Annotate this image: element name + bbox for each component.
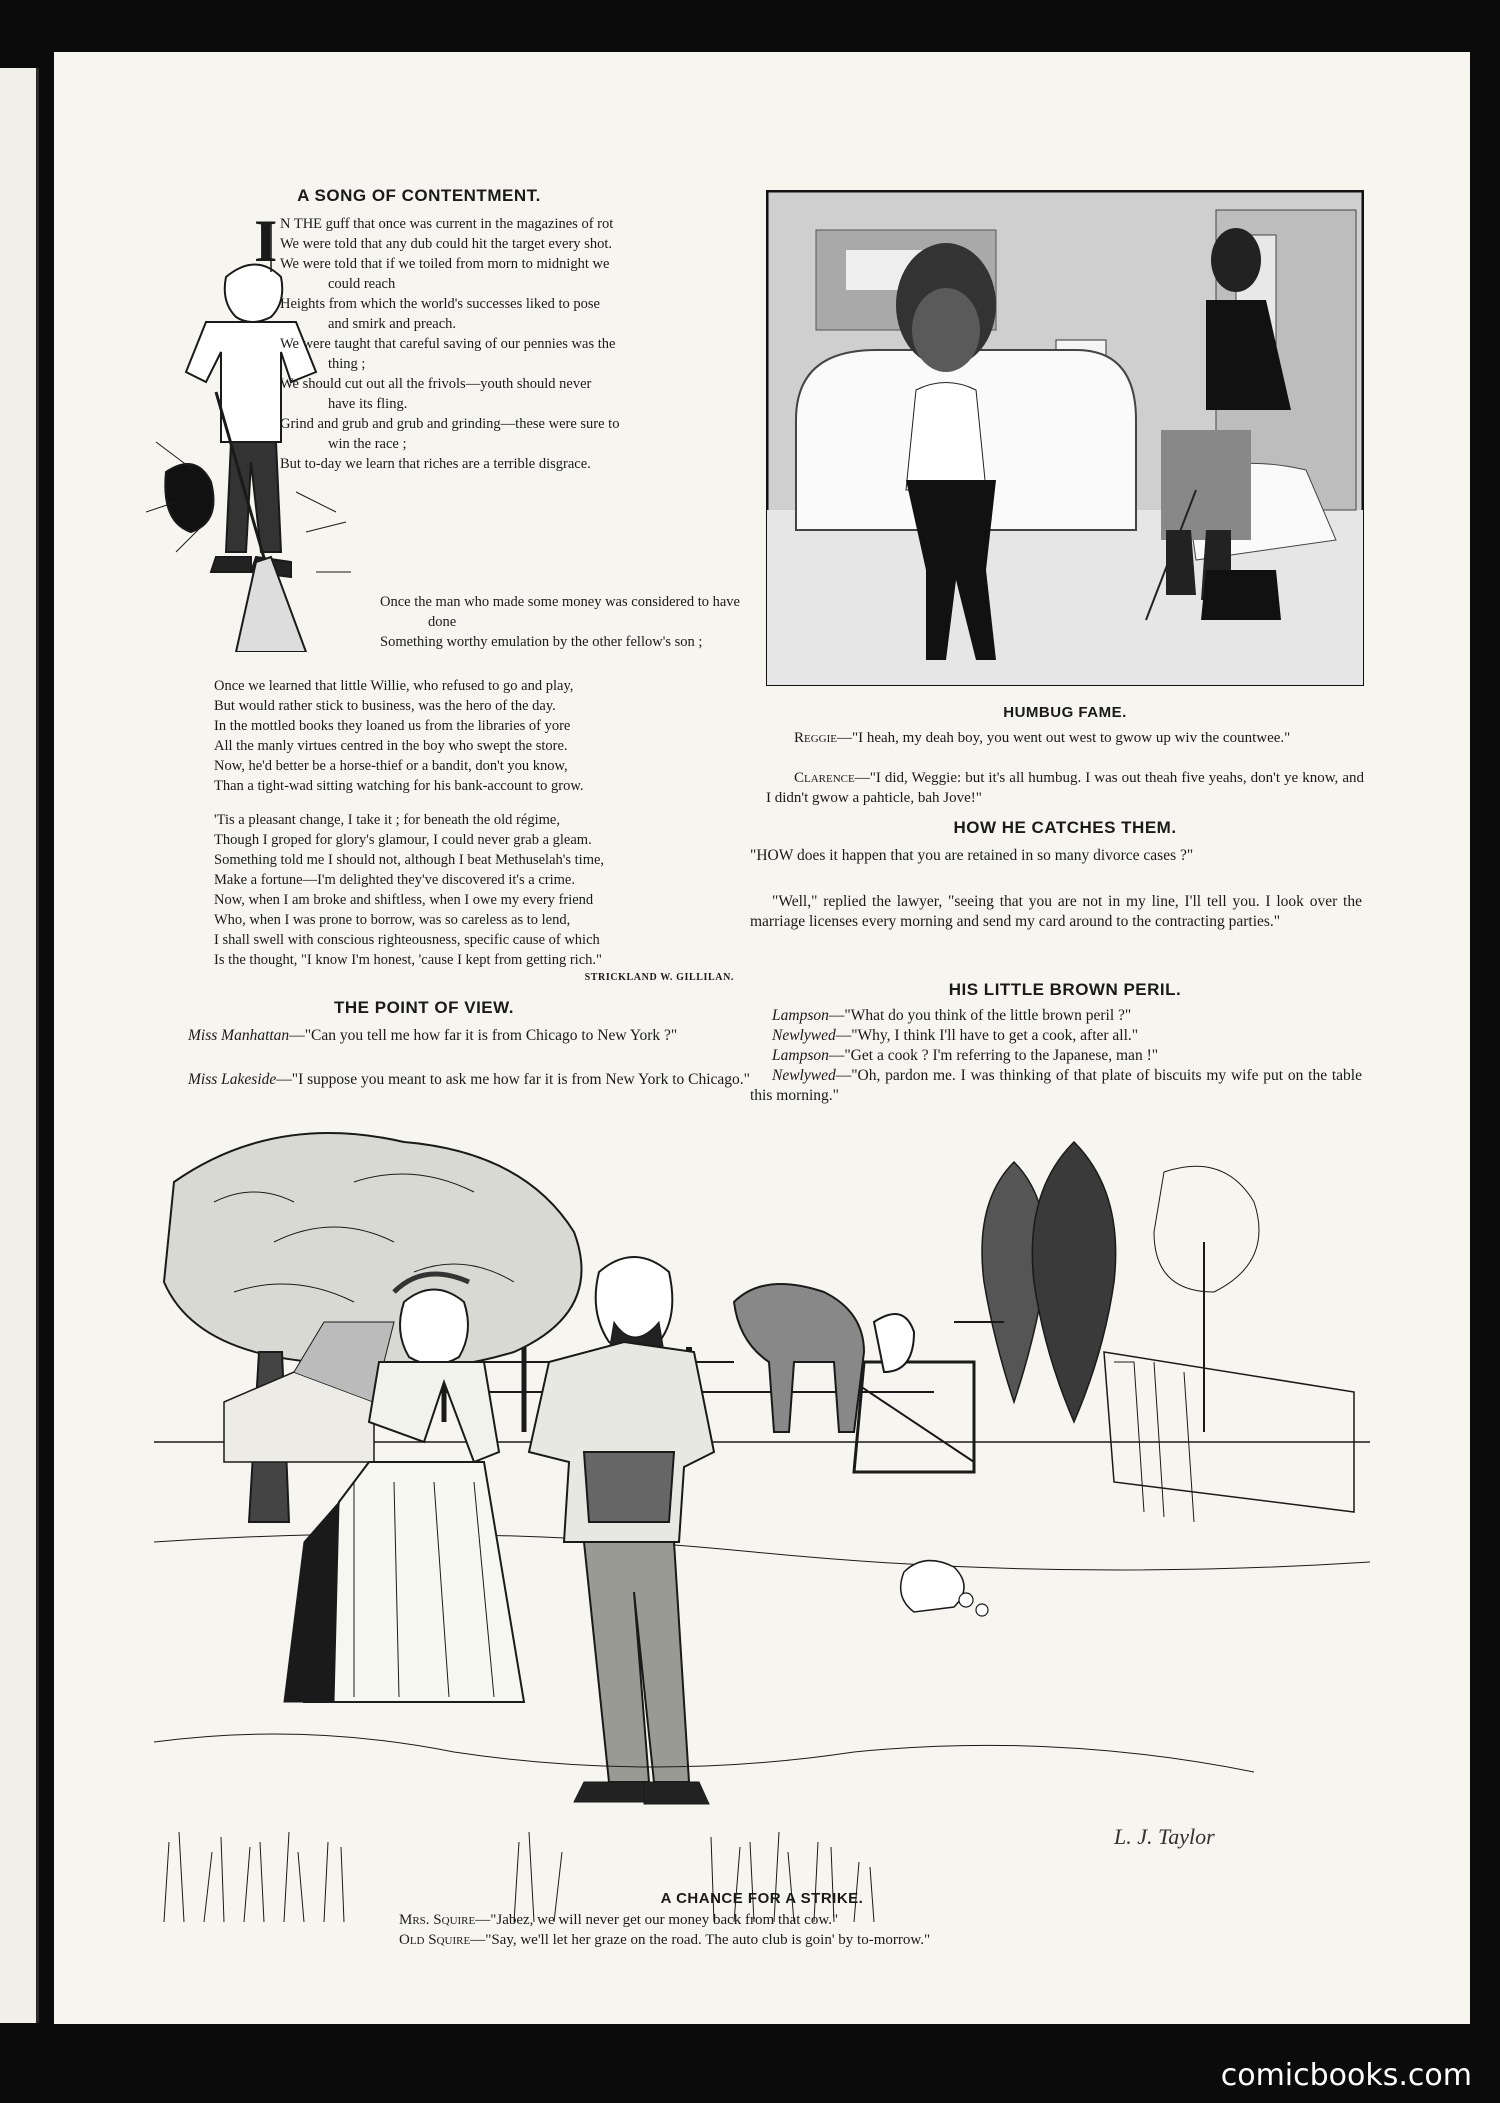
verse-line: We were told that any dub could hit the target every shot. xyxy=(280,236,612,252)
peril-line xyxy=(750,1026,1362,1046)
strike-line-2 xyxy=(399,1930,1299,1950)
song-stanza-3 xyxy=(214,810,744,970)
speaker: Lampson xyxy=(772,1047,829,1064)
humbug-line-2 xyxy=(766,768,1364,808)
speaker: Newlywed xyxy=(772,1067,836,1084)
speaker: Miss Lakeside xyxy=(188,1071,277,1088)
previous-page-edge xyxy=(0,68,39,2023)
farm-illustration xyxy=(154,1122,1370,1922)
dialogue: —"I did, Weggie: but it's all humbug. I was out theah five yeahs, don't ye know, and I didn't gwow a pahticle, bah Jove!" xyxy=(766,770,1364,806)
verse-line: In the mottled books they loaned us from the libraries of yore xyxy=(214,718,571,734)
verse-line: N THE guff that once was current in the magazines of rot xyxy=(280,216,614,232)
point-paragraph-1 xyxy=(166,1026,780,1046)
dialogue: —"Say, we'll let her graze on the road. The auto club is goin' by to-morrow." xyxy=(470,1932,931,1948)
artist-signature: L. J. Taylor xyxy=(1114,1824,1215,1849)
catches-title: HOW HE CATCHES THEM. xyxy=(953,818,1177,837)
dialogue: —"I suppose you meant to ask me how far it is from New York to Chicago." xyxy=(276,1071,750,1088)
dialogue: —"What do you think of the little brown peril ?" xyxy=(828,1007,1132,1024)
song-stanza-2-top xyxy=(380,592,742,652)
song-stanza-2 xyxy=(214,676,744,796)
verse-line: Make a fortune—I'm delighted they've discovered it's a crime. xyxy=(214,872,575,888)
watermark: comicbooks.com xyxy=(1220,2058,1472,2093)
song-title: A SONG OF CONTENTMENT. xyxy=(297,186,541,205)
verse-line: All the manly virtues centred in the boy who swept the store. xyxy=(214,738,568,754)
song-stanza-1-lines xyxy=(280,214,620,474)
humbug-line-1 xyxy=(766,728,1364,748)
verse-line: Something told me I should not, although I beat Methuselah's time, xyxy=(214,852,605,868)
dialogue: —"Oh, pardon me. I was thinking of that plate of biscuits my wife put on the table this morning." xyxy=(750,1067,1362,1104)
catches-paragraph-2: "Well," replied the lawyer, "seeing that you are not in my line, I'll tell you. I look over the marriage licenses every morning and send my card around to the contracting parties." xyxy=(750,893,1362,930)
verse-line: Now, when I am broke and shiftless, when I owe my every friend xyxy=(214,892,594,908)
speaker: Newlywed xyxy=(772,1027,836,1044)
verse-line: We should cut out all the frivols—youth should never have its fling. xyxy=(280,376,592,412)
verse-line: Grind and grub and grub and grinding—these were sure to win the race ; xyxy=(280,416,620,452)
magazine-page xyxy=(54,52,1470,2024)
point-paragraph-2 xyxy=(166,1070,780,1090)
peril-line xyxy=(750,1066,1362,1106)
peril-line xyxy=(750,1046,1362,1066)
dialogue: —"Can you tell me how far it is from Chicago to New York ?" xyxy=(289,1027,678,1044)
verse-line: We were told that if we toiled from morn to midnight we could reach xyxy=(280,256,610,292)
humbug-title: HUMBUG FAME. xyxy=(1003,704,1127,721)
point-title: THE POINT OF VIEW. xyxy=(334,998,514,1017)
verse-line: Once we learned that little Willie, who refused to go and play, xyxy=(214,678,574,694)
strike-line-1 xyxy=(399,1910,1299,1930)
verse-line: But to-day we learn that riches are a terrible disgrace. xyxy=(280,456,591,472)
verse-line: Than a tight-wad sitting watching for his bank-account to grow. xyxy=(214,778,584,794)
verse-line: Heights from which the world's successes liked to pose and smirk and preach. xyxy=(280,296,600,332)
catches-paragraph-1: "HOW does it happen that you are retained in so many divorce cases ?" xyxy=(750,847,1194,864)
dialogue: —"Jabez, we will never get our money back from that cow." xyxy=(475,1912,839,1928)
speaker: Clarence xyxy=(794,770,855,786)
verse-line: But would rather stick to business, was the hero of the day. xyxy=(214,698,556,714)
verse-line: Though I groped for glory's glamour, I could never grab a gleam. xyxy=(214,832,592,848)
dialogue: —"Get a cook ? I'm referring to the Japanese, man !" xyxy=(828,1047,1159,1064)
humbug-cartoon xyxy=(766,190,1364,686)
speaker: Miss Manhattan xyxy=(188,1027,290,1044)
song-author: STRICKLAND W. GILLILAN. xyxy=(584,972,734,983)
dialogue: —"I heah, my deah boy, you went out west to gwow up wiv the countwee." xyxy=(837,730,1291,746)
speaker: Old Squire xyxy=(399,1932,471,1948)
speaker: Mrs. Squire xyxy=(399,1912,476,1928)
strike-title: A CHANCE FOR A STRIKE. xyxy=(660,1890,864,1907)
drop-cap: I xyxy=(254,208,278,274)
verse-line: Something worthy emulation by the other fellow's son ; xyxy=(380,634,703,650)
verse-line: Who, when I was prone to borrow, was so careless as to lend, xyxy=(214,912,571,928)
dialogue: —"Why, I think I'll have to get a cook, after all." xyxy=(835,1027,1139,1044)
verse-line: We were taught that careful saving of our pennies was the thing ; xyxy=(280,336,616,372)
verse-line: Once the man who made some money was considered to have done xyxy=(380,594,740,630)
verse-line: Is the thought, "I know I'm honest, 'cause I kept from getting rich." xyxy=(214,952,602,968)
verse-line: Now, he'd better be a horse-thief or a bandit, don't you know, xyxy=(214,758,568,774)
peril-title: HIS LITTLE BROWN PERIL. xyxy=(948,980,1182,999)
verse-line: 'Tis a pleasant change, I take it ; for beneath the old régime, xyxy=(214,812,560,828)
speaker: Reggie xyxy=(794,730,837,746)
peril-line xyxy=(750,1006,1362,1026)
verse-line: I shall swell with conscious righteousness, specific cause of which xyxy=(214,932,600,948)
speaker: Lampson xyxy=(772,1007,829,1024)
